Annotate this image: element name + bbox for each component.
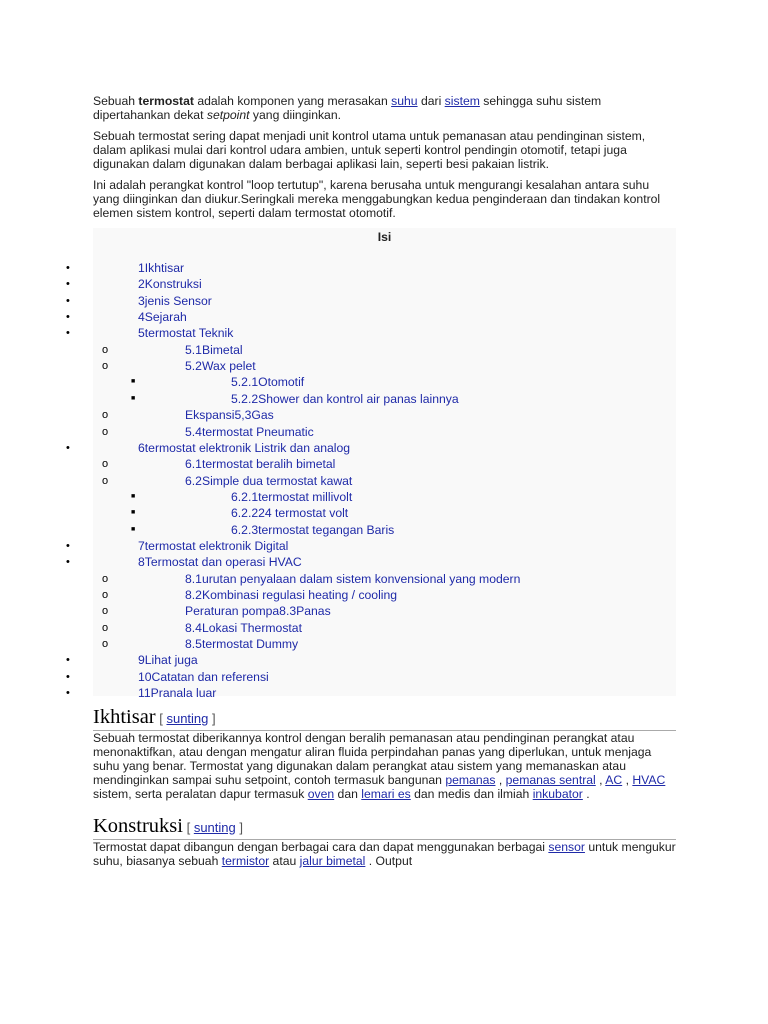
bullet-marker: • <box>66 654 70 667</box>
toc-item <box>66 325 676 341</box>
intro-paragraph-2: Sebuah termostat sering dapat menjadi unit kontrol utama untuk pemanasan atau pendinginan sistem, dalam aplikasi mulai dari kontrol udara ambien, untuk seperti kontrol pendingin otomotif, tetapi juga digunakan dalam digunakan dalam berbagai aplikasi lain, seperti besi pakaian listrik. <box>93 129 646 171</box>
section-ikhtisar <box>93 706 676 801</box>
toc-item <box>93 473 676 489</box>
toc-item <box>93 456 676 472</box>
toc-item <box>66 669 676 685</box>
text: atau <box>269 854 300 868</box>
bracket-close: ] <box>208 711 216 726</box>
link-ac[interactable]: AC <box>605 773 623 787</box>
toc-item <box>66 440 676 456</box>
intro-paragraph-3: Ini adalah perangkat kontrol "loop tertutup", karena berusaha untuk mengurangi kesalahan antara suhu yang diinginkan dan diukur.Seringkali mereka menggabungkan kedua penginderaan dan tindakan kontrol elemen sistem kontrol, seperti dalam termostat otomotif. <box>93 178 661 220</box>
toc-link[interactable]: Ekspansi5,3Gas <box>185 408 274 423</box>
toc-link[interactable]: 3jenis Sensor <box>138 293 212 308</box>
circle-marker: o <box>102 572 109 585</box>
circle-marker: o <box>102 425 109 438</box>
text: . <box>582 787 590 801</box>
square-marker: ■ <box>131 378 136 386</box>
toc-link[interactable]: 6.2Simple dua termostat kawat <box>185 473 353 488</box>
table-of-contents <box>66 228 676 701</box>
toc-link[interactable]: 7termostat elektronik Digital <box>138 538 289 553</box>
bullet-marker: • <box>66 278 70 291</box>
bullet-marker: • <box>66 556 70 569</box>
circle-marker: o <box>102 343 109 356</box>
toc-link[interactable]: 5.1Bimetal <box>185 342 243 357</box>
bullet-marker: • <box>66 262 70 274</box>
link-hvac[interactable]: HVAC <box>632 773 666 787</box>
toc-item <box>93 374 676 390</box>
toc-link[interactable]: 4Sejarah <box>138 310 187 325</box>
toc-item <box>66 554 676 570</box>
circle-marker: o <box>102 474 109 487</box>
link-oven[interactable]: oven <box>307 787 335 801</box>
toc-item <box>66 309 676 325</box>
toc-link[interactable]: 10Catatan dan referensi <box>138 669 269 684</box>
article-content <box>66 94 676 875</box>
link-lemari-es[interactable]: lemari es <box>361 787 411 801</box>
section-konstruksi <box>93 815 676 868</box>
toc-link[interactable]: 5.4termostat Pneumatic <box>185 424 314 439</box>
toc-item <box>93 424 676 440</box>
circle-marker: o <box>102 589 109 601</box>
edit-section-link <box>183 820 243 835</box>
toc-item <box>93 636 676 652</box>
konstruksi-paragraph <box>93 840 676 868</box>
intro-paragraph-1 <box>93 94 676 122</box>
text: , <box>622 773 633 787</box>
bullet-marker: • <box>66 441 70 454</box>
edit-button-konstruksi[interactable]: sunting <box>193 820 236 835</box>
bracket-close: ] <box>235 820 243 835</box>
edit-button-ikhtisar[interactable]: sunting <box>166 711 209 726</box>
section-heading-ikhtisar <box>93 706 676 731</box>
circle-marker: o <box>102 409 109 422</box>
toc-link[interactable]: 9Lihat juga <box>138 653 198 668</box>
toc-item <box>93 391 676 407</box>
square-marker: ■ <box>131 509 136 517</box>
text: dan <box>334 787 362 801</box>
edit-section-link <box>156 711 216 726</box>
bullet-marker: • <box>66 311 70 324</box>
text: adalah komponen yang merasakan <box>193 94 392 108</box>
toc-item <box>66 538 676 554</box>
bullet-marker: • <box>66 294 70 307</box>
section-heading-konstruksi <box>93 815 676 840</box>
text: . Output <box>365 854 413 868</box>
link-jalur-bimetal[interactable]: jalur bimetal <box>299 854 366 868</box>
circle-marker: o <box>102 360 109 373</box>
toc-item <box>66 652 676 668</box>
bullet-marker: • <box>66 670 70 683</box>
text: dari <box>417 94 445 108</box>
text: , <box>495 773 506 787</box>
toc-link[interactable]: 2Konstruksi <box>138 277 202 292</box>
circle-marker: o <box>102 458 109 471</box>
text: untuk mengukur suhu, biasanya sebuah <box>93 840 676 868</box>
link-termistor[interactable]: termistor <box>221 854 270 868</box>
link-pemanas[interactable]: pemanas <box>445 773 496 787</box>
toc-link[interactable]: 8.1urutan penyalaan dalam sistem konvensional yang modern <box>185 571 521 586</box>
text: Sebuah termostat diberikannya kontrol dengan beralih pemanasan atau pendinginan perangkat atau menonaktifkan, atau dengan mengatur aliran fluida perpindahan panas yang diperlukan, untuk menjaga suhu yang benar. Termostat yang digunakan dalam perangkat atau sistem yang memanaskan atau mendinginkan sampai suhu setpoint, contoh termasuk bangunan <box>93 731 652 787</box>
bullet-marker: • <box>66 327 70 340</box>
toc-title: Isi <box>377 230 392 244</box>
toc-item <box>93 620 676 636</box>
toc-link[interactable]: Peraturan pompa8.3Panas <box>185 604 331 619</box>
toc-link[interactable]: 5.2.2Shower dan kontrol air panas lainnya <box>231 391 459 406</box>
link-sistem[interactable]: sistem <box>444 94 480 108</box>
toc-link[interactable]: 5.2Wax pelet <box>185 359 256 374</box>
toc-item <box>93 522 676 538</box>
toc-item <box>66 685 676 701</box>
text: sistem, serta peralatan dapur termasuk <box>93 787 308 801</box>
toc-link[interactable]: 8Termostat dan operasi HVAC <box>138 555 302 570</box>
toc-item <box>93 571 676 587</box>
toc-item <box>93 505 676 521</box>
toc-item <box>93 358 676 374</box>
toc-item <box>93 489 676 505</box>
toc-link[interactable]: 5.2.1Otomotif <box>231 375 305 390</box>
toc-link[interactable]: 8.2Kombinasi regulasi heating / cooling <box>185 588 398 602</box>
text: Termostat dapat dibangun dengan berbagai cara dan dapat menggunakan berbagai <box>93 840 549 854</box>
bracket-open: [ <box>182 820 194 835</box>
circle-marker: o <box>102 638 109 651</box>
bullet-marker: • <box>66 539 70 552</box>
toc-link[interactable]: 8.4Lokasi Thermostat <box>185 620 302 635</box>
heading-text: Konstruksi <box>93 815 183 837</box>
heading-text: Ikhtisar <box>93 706 156 728</box>
toc-link[interactable]: 6.2.1termostat millivolt <box>231 489 353 504</box>
link-inkubator[interactable]: inkubator <box>532 787 583 801</box>
square-marker: ■ <box>131 394 136 402</box>
toc-link[interactable]: 5termostat Teknik <box>138 326 234 341</box>
link-pemanas-sentral[interactable]: pemanas sentral <box>505 773 596 787</box>
toc-link[interactable]: 6.2.3termostat tegangan Baris <box>231 522 395 537</box>
ikhtisar-paragraph <box>93 731 676 801</box>
circle-marker: o <box>102 621 109 634</box>
toc-item <box>93 342 676 358</box>
circle-marker: o <box>102 605 109 618</box>
toc-link[interactable]: 11Pranala luar <box>138 686 217 701</box>
toc-item <box>93 407 676 423</box>
bullet-marker: • <box>66 687 70 700</box>
text: dan medis dan ilmiah <box>410 787 533 801</box>
toc-link[interactable]: 6.2.224 termostat volt <box>231 506 349 521</box>
toc-item <box>66 293 676 309</box>
toc-item <box>93 603 676 619</box>
toc-item <box>66 260 676 276</box>
bracket-open: [ <box>155 711 167 726</box>
square-marker: ■ <box>131 525 136 533</box>
toc-link[interactable]: 6termostat elektronik Listrik dan analog <box>138 440 351 455</box>
link-suhu[interactable]: suhu <box>391 94 418 108</box>
term-bold: termostat <box>138 94 194 108</box>
text: sehingga suhu sistem dipertahankan dekat <box>93 94 602 122</box>
toc-item <box>66 276 676 292</box>
text: , <box>595 773 606 787</box>
text: yang diinginkan. <box>249 108 342 122</box>
text: Sebuah <box>93 94 139 108</box>
toc-link[interactable]: 1Ikhtisar <box>138 261 185 275</box>
toc-link[interactable]: 6.1termostat beralih bimetal <box>185 457 336 472</box>
square-marker: ■ <box>131 492 136 500</box>
term-italic: setpoint <box>206 108 250 122</box>
link-sensor[interactable]: sensor <box>548 840 585 854</box>
toc-link[interactable]: 8.5termostat Dummy <box>185 637 299 652</box>
toc-item <box>93 587 676 603</box>
